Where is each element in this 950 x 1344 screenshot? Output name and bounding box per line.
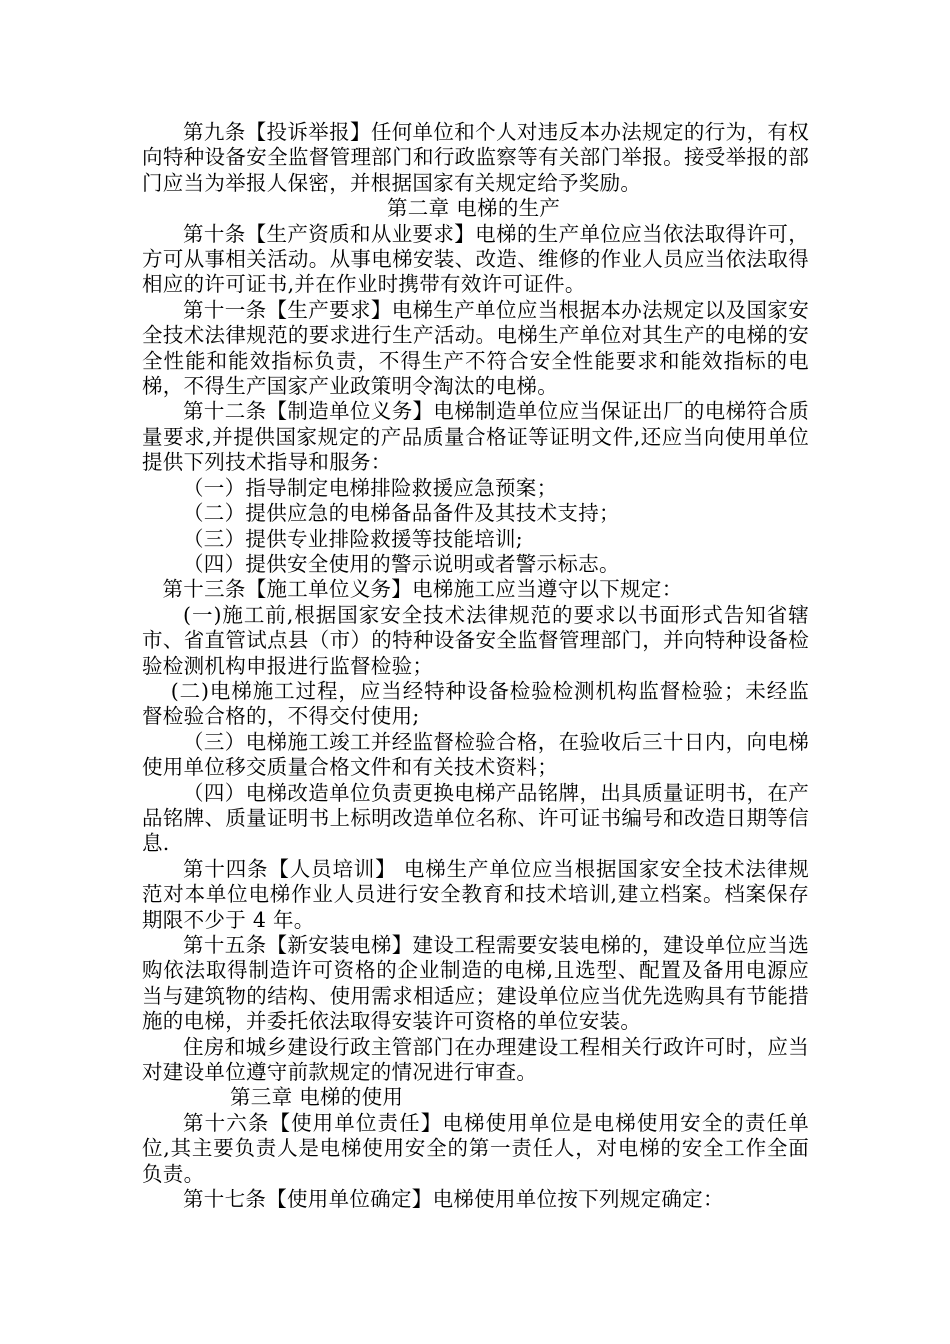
article-14: 第十四条【人员培训】 电梯生产单位应当根据国家安全技术法律规范对本单位电梯作业人员进行安全教育和技术培训,建立档案。档案保存期限不少于 4 年。 [142,856,809,932]
article-13: 第十三条【施工单位义务】电梯施工应当遵守以下规定： [162,577,683,602]
article-15: 第十五条【新安装电梯】建设工程需要安装电梯的，建设单位应当选购依法取得制造许可资格的企业制造的电梯,且选型、配置及备用电源应当与建筑物的结构、使用需求相适应；建设单位应当优先选购具有节能措施的电梯，并委托依法取得安装许可资格的单位安装。 [142,933,809,1034]
article-9: 第九条【投诉举报】任何单位和个人对违反本办法规定的行为，有权向特种设备安全监督管理部门和行政监察等有关部门举报。接受举报的部门应当为举报人保密，并根据国家有关规定给予奖励。 [142,120,809,195]
article-12-item-2: （二）提供应急的电梯备品备件及其技术支持； [183,501,620,526]
article-13-item-3: （三）电梯施工竣工并经监督检验合格，在验收后三十日内，向电梯使用单位移交质量合格文件和有关技术资料； [142,729,809,780]
article-17: 第十七条【使用单位确定】电梯使用单位按下列规定确定： [183,1187,724,1212]
article-10: 第十条【生产资质和从业要求】电梯的生产单位应当依法取得许可，方可从事相关活动。从事电梯安装、改造、维修的作业人员应当依法取得相应的许可证书,并在作业时携带有效许可证件。 [142,221,809,297]
article-13-item-4: （四）电梯改造单位负责更换电梯产品铭牌，出具质量证明书，在产品铭牌、质量证明书上标明改造单位名称、许可证书编号和改造日期等信息. [142,780,809,856]
article-12: 第十二条【制造单位义务】电梯制造单位应当保证出厂的电梯符合质量要求,并提供国家规定的产品质量合格证等证明文件,还应当向使用单位提供下列技术指导和服务： [142,399,809,475]
article-13-item-1: (一)施工前,根据国家安全技术法律规范的要求以书面形式告知省辖市、省直管试点县（市）的特种设备安全监督管理部门，并向特种设备检验检测机构申报进行监督检验； [142,602,809,678]
article-12-item-1: （一）指导制定电梯排险救援应急预案； [183,475,558,500]
article-13-item-2: (二)电梯施工过程，应当经特种设备检验检测机构监督检验；未经监督检验合格的，不得交付使用; [142,678,809,729]
chapter-3-heading: 第三章 电梯的使用 [230,1085,404,1110]
article-11: 第十一条【生产要求】电梯生产单位应当根据本办法规定以及国家安全技术法律规范的要求进行生产活动。电梯生产单位对其生产的电梯的安全性能和能效指标负责，不得生产不符合安全性能要求和能效指标的电梯，不得生产国家产业政策明令淘汰的电梯。 [142,297,809,399]
document-page [142,120,809,1212]
article-16: 第十六条【使用单位责任】电梯使用单位是电梯使用安全的责任单位,其主要负责人是电梯使用安全的第一责任人，对电梯的安全工作全面负责。 [142,1110,809,1186]
article-12-item-3: （三）提供专业排险救援等技能培训; [183,526,524,551]
article-15-para-2: 住房和城乡建设行政主管部门在办理建设工程相关行政许可时，应当对建设单位遵守前款规定的情况进行审查。 [142,1034,809,1085]
article-12-item-4: （四）提供安全使用的警示说明或者警示标志。 [183,551,620,576]
chapter-2-heading: 第二章 电梯的生产 [387,196,561,221]
